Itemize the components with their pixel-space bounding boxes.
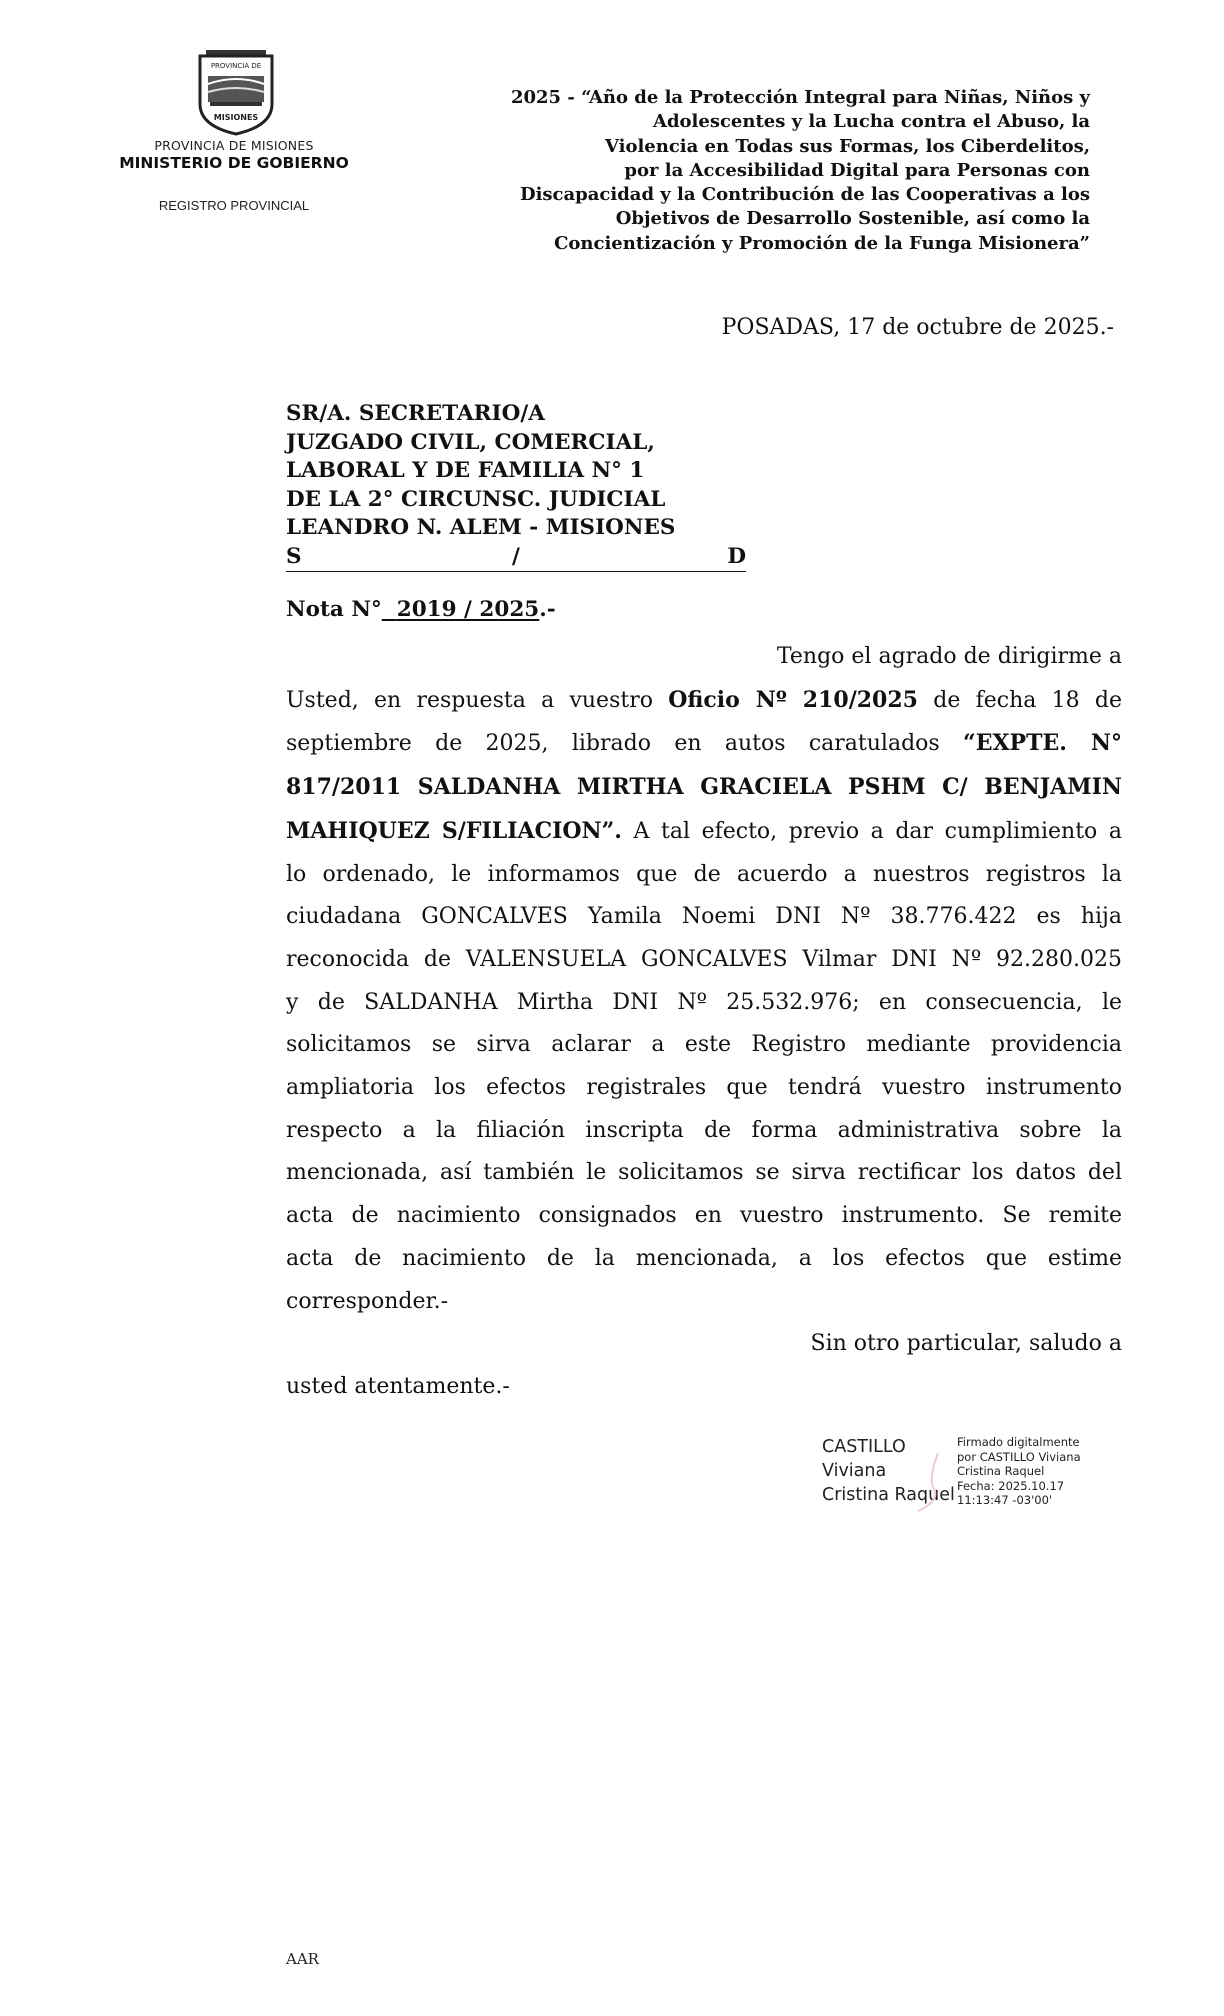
body-line: acta de nacimiento de la mencionada, a los efectos que estime: [286, 1245, 1122, 1271]
addressee-block: [286, 400, 746, 572]
note-prefix: Nota N°: [286, 597, 382, 622]
ministry-name: MINISTERIO DE GOBIERNO: [119, 154, 349, 172]
body-line: MAHIQUEZ S/FILIACION”. A tal efecto, previo a dar cumplimiento a: [286, 817, 1122, 844]
sd-mid: /: [512, 543, 520, 569]
su-despacho-line: [286, 543, 746, 572]
body-line: respecto a la filiación inscripta de forma administrativa sobre la: [286, 1117, 1122, 1143]
digital-signature: [822, 1435, 1122, 1515]
note-number-value: 2019 / 2025: [396, 597, 540, 622]
closing-line: Sin otro particular, saludo a: [810, 1331, 1122, 1357]
signature-info: Firmado digitalmente por CASTILLO Viviana Cristina Raquel Fecha: 2025.10.17 11:13:47 -03'00': [957, 1435, 1081, 1507]
motto-line: Adolescentes y la Lucha contra el Abuso, la: [652, 111, 1090, 133]
body-line: mencionada, así también le solicitamos se sirva rectificar los datos del: [286, 1160, 1122, 1186]
body-line: solicitamos se sirva aclarar a este Registro mediante providencia: [286, 1032, 1122, 1058]
addressee-line: LABORAL Y DE FAMILIA N° 1: [286, 458, 645, 483]
addressee-line: DE LA 2° CIRCUNSC. JUDICIAL: [286, 486, 666, 512]
svg-text:MISIONES: MISIONES: [213, 113, 259, 122]
body-line: 817/2011 SALDANHA MIRTHA GRACIELA PSHM C/ BENJAMIN: [286, 774, 1122, 801]
motto-line: Violencia en Todas sus Formas, los Ciberdelitos,: [604, 135, 1090, 157]
footer-initials: AAR: [286, 1950, 319, 1968]
motto-line: por la Accesibilidad Digital para Personas con: [624, 159, 1090, 181]
body-line: y de SALDANHA Mirtha DNI Nº 25.532.976; en consecuencia, le: [286, 989, 1122, 1015]
provincial-seal-icon: [186, 46, 286, 136]
body-line: corresponder.-: [286, 1288, 449, 1314]
motto-line: Discapacidad y la Contribución de las Cooperativas a los: [519, 184, 1090, 206]
signer-name: CASTILLO Viviana Cristina Raquel: [822, 1437, 955, 1505]
sd-right: D: [727, 543, 746, 569]
motto-line: Concientización y Promoción de la Funga Misionera”: [554, 232, 1090, 254]
addressee-line: SR/A. SECRETARIO/A: [286, 401, 545, 426]
body-line: Usted, en respuesta a vuestro Oficio Nº 210/2025 de fecha 18 de: [286, 686, 1122, 713]
addressee-line: JUZGADO CIVIL, COMERCIAL,: [286, 429, 655, 455]
body-line: acta de nacimiento consignados en vuestro instrumento. Se remite: [286, 1203, 1122, 1229]
year-motto: [440, 86, 1090, 256]
sd-left: S: [286, 543, 302, 569]
body-line: Tengo el agrado de dirigirme a: [776, 644, 1122, 669]
body-line: reconocida de VALENSUELA GONCALVES Vilmar DNI Nº 92.280.025: [286, 946, 1122, 972]
note-suffix: .-: [539, 597, 556, 622]
body-line: lo ordenado, le informamos que de acuerdo a nuestros registros la: [286, 861, 1122, 887]
motto-line: Objetivos de Desarrollo Sostenible, así como la: [615, 208, 1090, 230]
body-line: ampliatoria los efectos registrales que tendrá vuestro instrumento: [286, 1075, 1122, 1101]
addressee-line: LEANDRO N. ALEM - MISIONES: [286, 515, 676, 540]
body-line: ciudadana GONCALVES Yamila Noemi DNI Nº 38.776.422 es hija: [286, 904, 1122, 930]
svg-text:PROVINCIA DE: PROVINCIA DE: [210, 62, 262, 70]
letter-body: [286, 636, 1122, 1409]
body-line: septiembre de 2025, librado en autos caratulados “EXPTE. N°: [286, 730, 1122, 757]
place-date: POSADAS, 17 de octubre de 2025.-: [721, 315, 1114, 340]
note-number: [286, 597, 556, 622]
closing-line: usted atentamente.-: [286, 1373, 510, 1399]
province-name: PROVINCIA DE MISIONES: [154, 138, 314, 153]
department-name: REGISTRO PROVINCIAL: [158, 198, 310, 213]
signature-mark-icon: [908, 1449, 948, 1513]
motto-line: 2025 - “Año de la Protección Integral para Niñas, Niños y: [510, 87, 1090, 108]
